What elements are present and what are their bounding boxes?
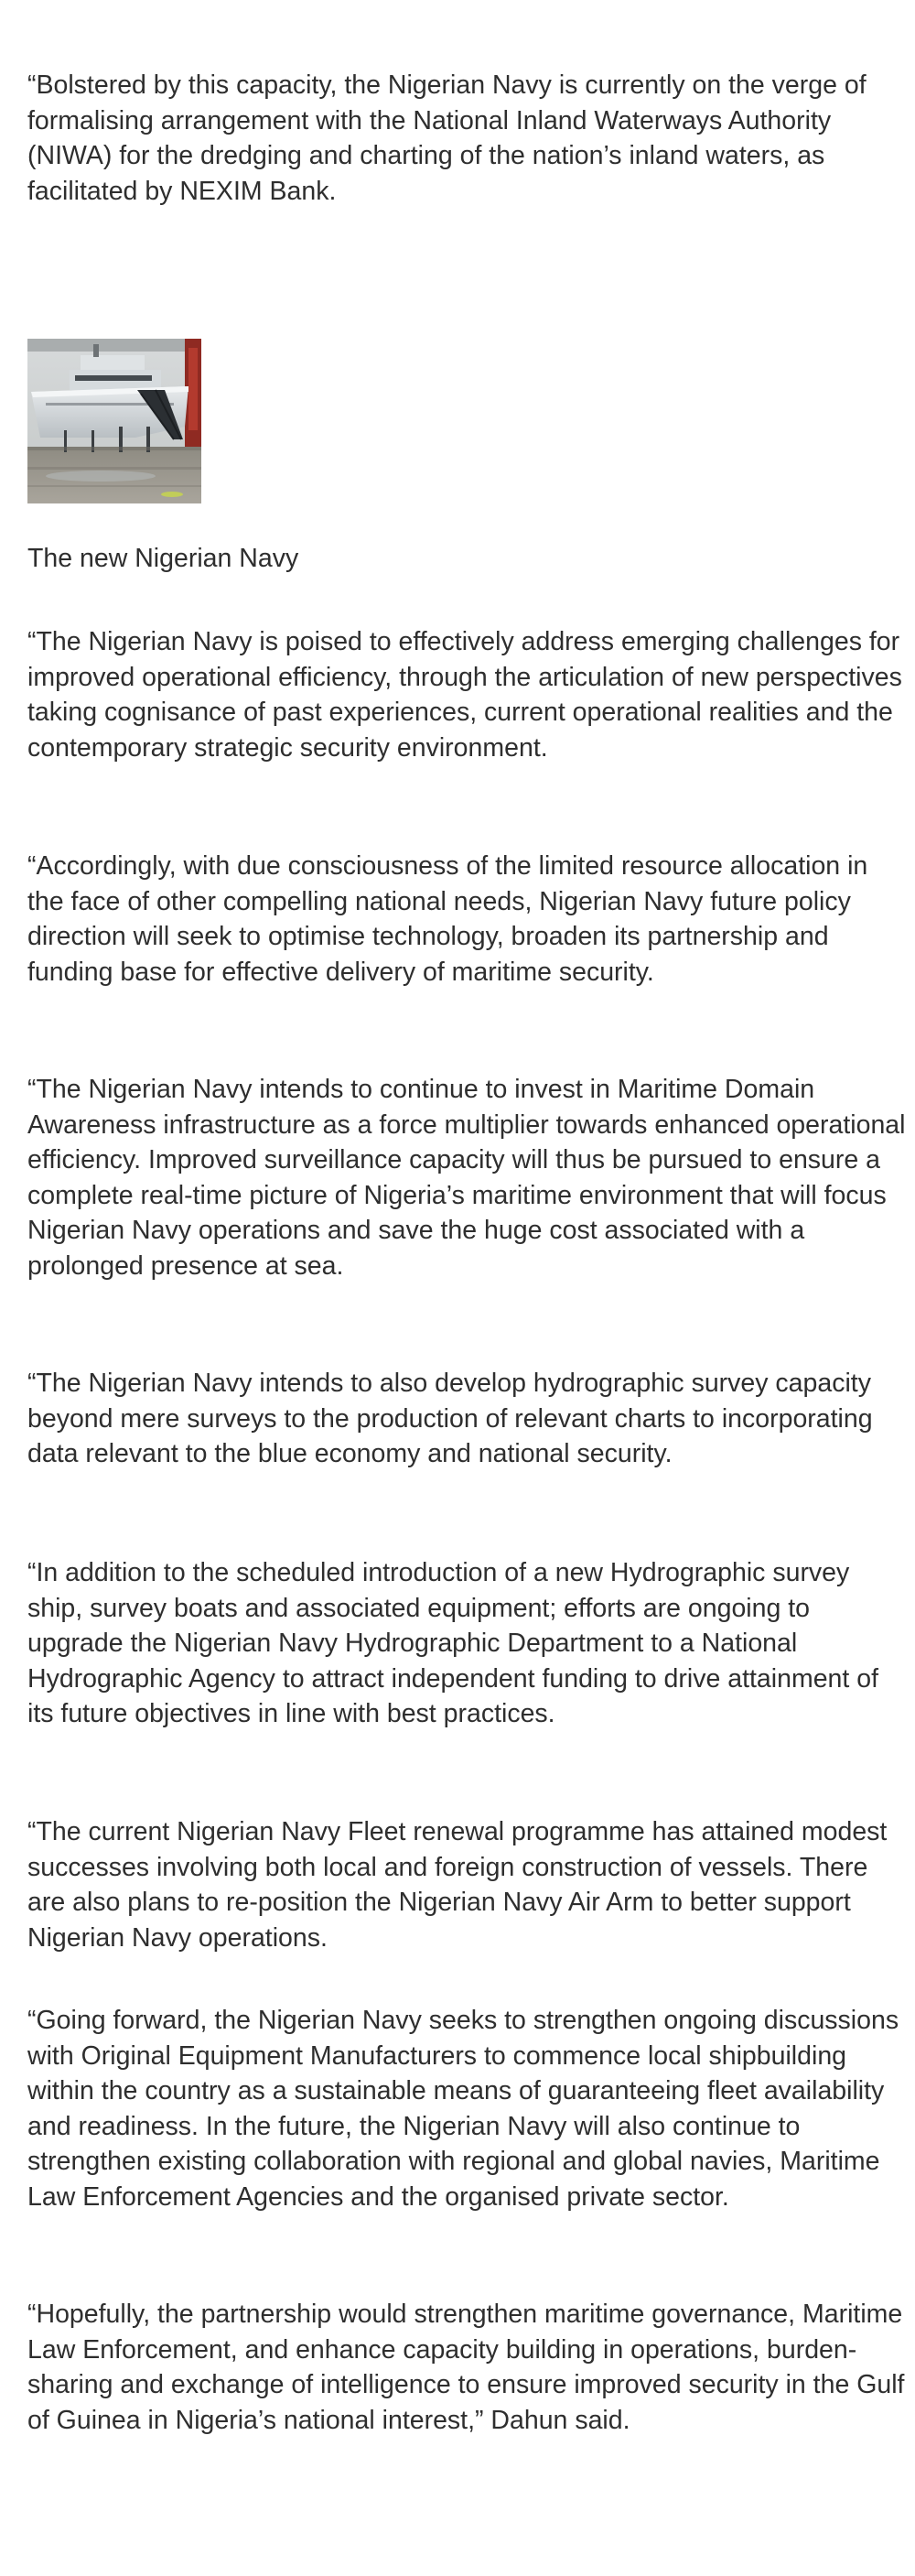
article-paragraph: “Accordingly, with due consciousness of the limited resource allocation in the face of other compelling national needs, Nigerian Navy future policy direction will seek to optimise technology, broaden its partnership and funding base for effective delivery of maritime security. (27, 851, 868, 987)
article-paragraph: “Going forward, the Nigerian Navy seeks to strengthen ongoing discussions with Original Equipment Manufacturers to commence local shipbuilding within the country as a sustainable means of guaranteeing fleet availability and readiness. In the future, the Nigerian Navy will also continue to strengthen existing collaboration with regional and global navies, Maritime Law Enforcement Agencies and the organised private sector. (27, 2006, 899, 2212)
ship-photo[interactable] (27, 339, 201, 503)
article-paragraph: “The Nigerian Navy is poised to effectively address emerging challenges for improved operational efficiency, through the articulation of new perspectives taking cognisance of past experiences, current operational realities and the contemporary strategic security environment. (27, 627, 902, 763)
article-paragraph: “In addition to the scheduled introduction of a new Hydrographic survey ship, survey boats and associated equipment; efforts are ongoing to upgrade the Nigerian Navy Hydrographic Department to a National Hydrographic Agency to attract independent funding to drive attainment of its future objectives in line with best practices. (27, 1558, 879, 1728)
image-caption: The new Nigerian Navy (27, 544, 299, 573)
article-paragraph: “The Nigerian Navy intends to also develop hydrographic survey capacity beyond mere surveys to the production of relevant charts to incorporating data relevant to the blue economy and national security. (27, 1369, 873, 1468)
article-paragraph-intro: “Bolstered by this capacity, the Nigerian Navy is currently on the verge of formalising arrangement with the National Inland Waterways Authority (NIWA) for the dredging and charting of the nation’s inland waters, as facilitated by NEXIM Bank. (27, 70, 867, 206)
article-paragraph-closing: “Hopefully, the partnership would strengthen maritime governance, Maritime Law Enforcement, and enhance capacity building in operations, burden-sharing and exchange of intelligence to ensure improved security in the Gulf of Guinea in Nigeria’s national interest,” Dahun said. (27, 2300, 905, 2435)
article-paragraph: “The Nigerian Navy intends to continue to invest in Maritime Domain Awareness infrastructure as a force multiplier towards enhanced operational efficiency. Improved surveillance capacity will thus be pursued to ensure a complete real-time picture of Nigeria’s maritime environment that will focus Nigerian Navy operations and save the huge cost associated with a prolonged presence at sea. (27, 1075, 906, 1281)
ship-image (27, 339, 201, 503)
article-paragraph: “The current Nigerian Navy Fleet renewal programme has attained modest successes involving both local and foreign construction of vessels. There are also plans to re-position the Nigerian Navy Air Arm to better support Nigerian Navy operations. (27, 1817, 888, 1953)
